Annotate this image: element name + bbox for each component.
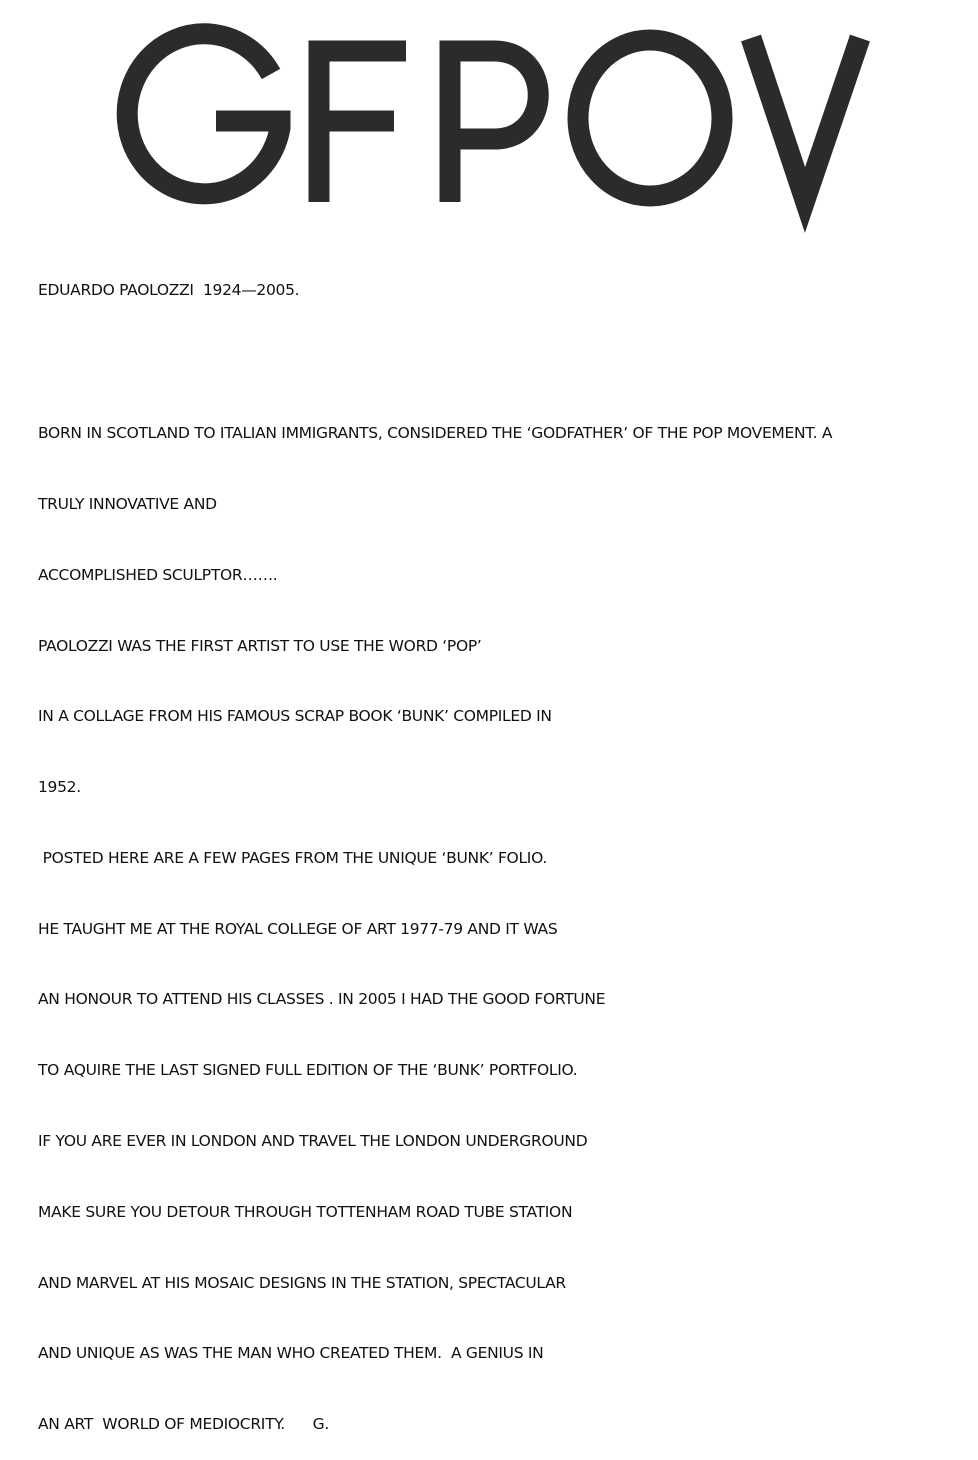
article-line: MAKE SURE YOU DETOUR THROUGH TOTTENHAM ROAD TUBE STATION	[38, 1202, 573, 1221]
article-line: 1952.	[38, 778, 81, 797]
logo-letter-p	[450, 51, 538, 202]
article-line: POSTED HERE ARE A FEW PAGES FROM THE UNIQUE ‘BUNK’ FOLIO.	[38, 848, 547, 867]
logo-letter-o	[578, 40, 722, 196]
logo-letter-v	[751, 38, 860, 200]
article-line: BORN IN SCOTLAND TO ITALIAN IMMIGRANTS, CONSIDERED THE ‘GODFATHER’ OF THE POP MOVEMENT. A	[38, 424, 833, 443]
gfpov-logo	[0, 0, 978, 215]
article-line: HE TAUGHT ME AT THE ROYAL COLLEGE OF ART 1977-79 AND IT WAS	[38, 919, 558, 938]
article-line: ACCOMPLISHED SCULPTOR…….	[38, 565, 278, 584]
article-line: AN ART WORLD OF MEDIOCRITY. G.	[38, 1415, 329, 1434]
article-line: AND UNIQUE AS WAS THE MAN WHO CREATED THEM. A GENIUS IN	[38, 1344, 544, 1363]
article-line: PAOLOZZI WAS THE FIRST ARTIST TO USE THE WORD ‘POP’	[38, 636, 482, 655]
article-line: TRULY INNOVATIVE AND	[38, 494, 217, 513]
article-heading: EDUARDO PAOLOZZI 1924—2005.	[38, 281, 300, 300]
logo-letter-f	[319, 51, 406, 202]
article-text	[38, 232, 978, 1460]
article-line: IF YOU ARE EVER IN LONDON AND TRAVEL THE LONDON UNDERGROUND	[38, 1131, 588, 1150]
article-line: IN A COLLAGE FROM HIS FAMOUS SCRAP BOOK ‘BUNK’ COMPILED IN	[38, 707, 552, 726]
gfpov-logo-graphic	[0, 0, 978, 215]
article-line: TO AQUIRE THE LAST SIGNED FULL EDITION OF THE ‘BUNK’ PORTFOLIO.	[38, 1061, 578, 1080]
logo-letter-g	[127, 34, 280, 194]
article-line: AND MARVEL AT HIS MOSAIC DESIGNS IN THE STATION, SPECTACULAR	[38, 1273, 566, 1292]
article-line: AN HONOUR TO ATTEND HIS CLASSES . IN 2005 I HAD THE GOOD FORTUNE	[38, 990, 606, 1009]
